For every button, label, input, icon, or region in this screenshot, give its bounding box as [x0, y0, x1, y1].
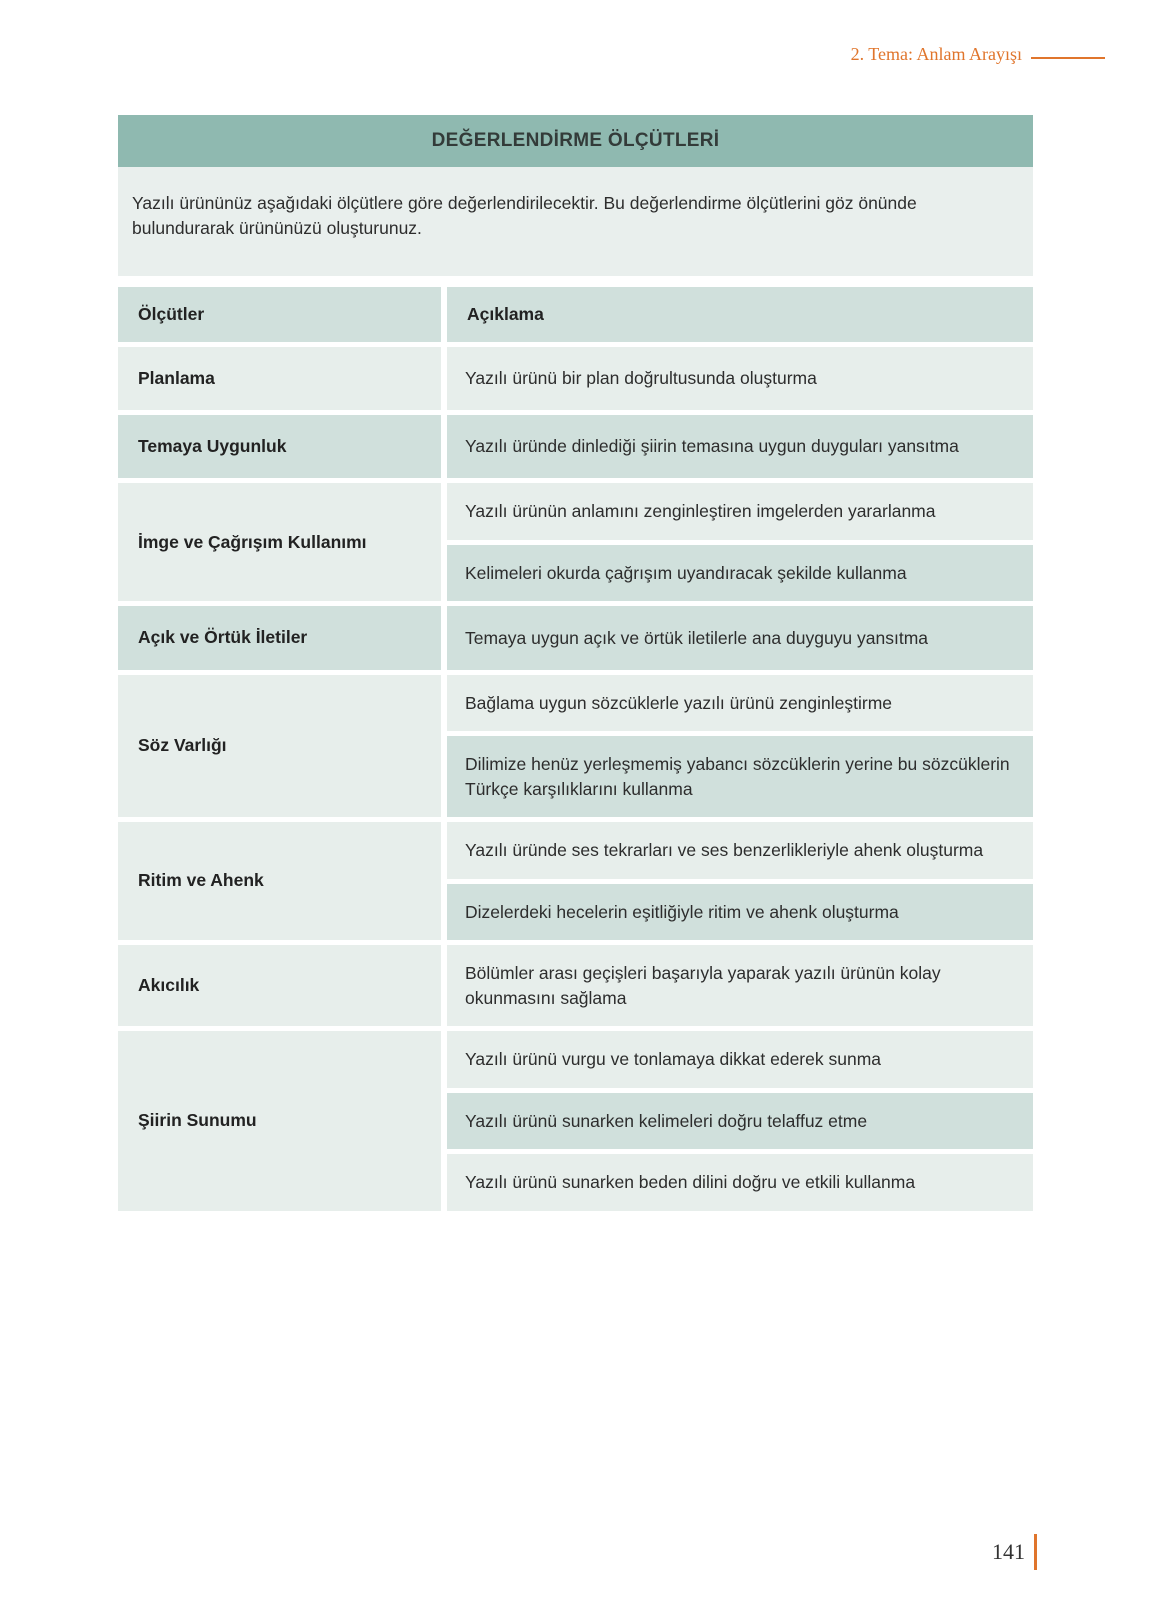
- description-cell: Dilimize henüz yerleşmemiş yabancı sözcüklerin yerine bu sözcüklerin Türkçe karşılıklarını kullanma: [447, 736, 1033, 817]
- criterion-cell: Planlama: [118, 347, 441, 410]
- criterion-cell: Ritim ve Ahenk: [118, 822, 441, 940]
- column-header-aciklama: Açıklama: [447, 287, 1033, 342]
- description-cell: Yazılı ürünü vurgu ve tonlamaya dikkat ederek sunma: [447, 1031, 1033, 1088]
- page-number: 141: [992, 1539, 1025, 1564]
- table-row: [118, 1031, 1033, 1088]
- description-cell: Yazılı ürünü sunarken kelimeleri doğru telaffuz etme: [447, 1093, 1033, 1150]
- criterion-cell: İmge ve Çağrışım Kullanımı: [118, 483, 441, 601]
- criterion-cell: Şiirin Sunumu: [118, 1031, 441, 1211]
- table-row: [118, 675, 1033, 732]
- description-cell: Yazılı ürünün anlamını zenginleştiren imgelerden yararlanma: [447, 483, 1033, 540]
- table-row: [118, 347, 1033, 410]
- table-row: [118, 606, 1033, 669]
- table-header-row: [118, 287, 1033, 342]
- evaluation-section: [118, 115, 1033, 1216]
- description-cell: Temaya uygun açık ve örtük iletilerle ana duyguyu yansıtma: [447, 606, 1033, 669]
- criteria-table: [112, 282, 1039, 1216]
- footer-accent-bar: [1034, 1534, 1037, 1570]
- theme-label: 2. Tema: Anlam Arayışı: [850, 44, 1022, 64]
- table-row: [118, 483, 1033, 540]
- description-cell: Yazılı ürünü bir plan doğrultusunda oluşturma: [447, 347, 1033, 410]
- criterion-cell: Akıcılık: [118, 945, 441, 1026]
- table-row: [118, 945, 1033, 1026]
- column-header-olcutler: Ölçütler: [118, 287, 441, 342]
- criterion-cell: Söz Varlığı: [118, 675, 441, 818]
- description-cell: Yazılı ürünü sunarken beden dilini doğru ve etkili kullanma: [447, 1154, 1033, 1211]
- table-title: DEĞERLENDİRME ÖLÇÜTLERİ: [118, 115, 1033, 167]
- criterion-cell: Temaya Uygunluk: [118, 415, 441, 478]
- table-intro: Yazılı ürününüz aşağıdaki ölçütlere göre değerlendirilecektir. Bu değerlendirme ölçütlerini göz önünde bulundurarak ürününüzü oluşturunuz.: [118, 167, 1033, 276]
- page-header: [851, 44, 1105, 65]
- header-rule: [1031, 57, 1105, 59]
- table-row: [118, 822, 1033, 879]
- criterion-cell: Açık ve Örtük İletiler: [118, 606, 441, 669]
- description-cell: Yazılı üründe ses tekrarları ve ses benzerlikleriyle ahenk oluşturma: [447, 822, 1033, 879]
- description-cell: Kelimeleri okurda çağrışım uyandıracak şekilde kullanma: [447, 545, 1033, 602]
- description-cell: Yazılı üründe dinlediği şiirin temasına uygun duyguları yansıtma: [447, 415, 1033, 478]
- description-cell: Bağlama uygun sözcüklerle yazılı ürünü zenginleştirme: [447, 675, 1033, 732]
- description-cell: Bölümler arası geçişleri başarıyla yaparak yazılı ürünün kolay okunmasını sağlama: [447, 945, 1033, 1026]
- page-footer: [992, 1534, 1037, 1570]
- table-row: [118, 415, 1033, 478]
- description-cell: Dizelerdeki hecelerin eşitliğiyle ritim ve ahenk oluşturma: [447, 884, 1033, 941]
- criteria-table-body: [118, 347, 1033, 1211]
